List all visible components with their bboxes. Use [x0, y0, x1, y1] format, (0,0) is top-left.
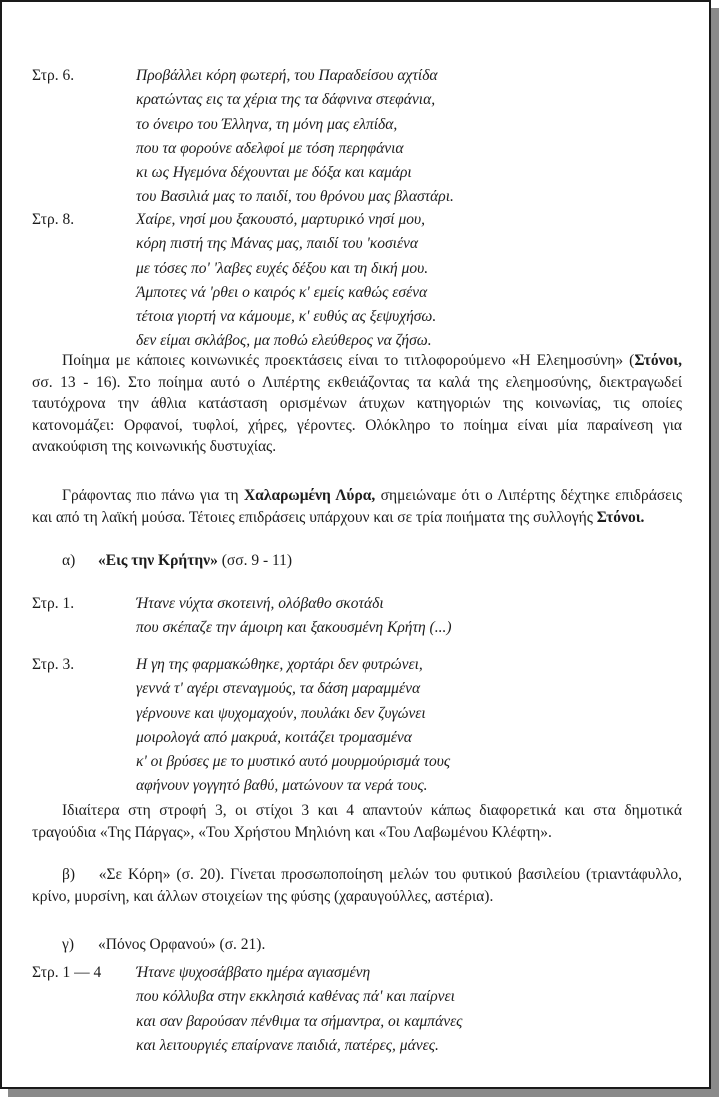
verse-line: του Βασιλιά μας το παιδί, του θρόνου μας βλαστάρι.: [136, 188, 454, 206]
bold-title: Στόνοι.: [596, 508, 645, 526]
verse-line: και λειτουργιές επαίρνανε παιδιά, πατέρες, μάνες.: [136, 1036, 439, 1054]
paragraph-kori: [32, 864, 682, 907]
bold-title: Στόνοι,: [634, 352, 682, 369]
paragraph-elemosyni: [32, 350, 682, 458]
item-marker: β): [62, 866, 76, 883]
text-run: «Σε Κόρη» (σ. 20). Γίνεται προσωποποίηση μελών του φυτικού βασιλείου (τριαντάφυλλο, κρίνο, μυρσίνη, και άλλων στοιχείων της φύσης (χαραυγούλλες, αστέρια).: [32, 866, 682, 905]
text-run: σημειώναμε ότι ο Λιπέρτης δέχτηκε επιδράσεις και από τη λαϊκή μούσα. Τέτοιες επιδράσεις υπάρχουν και σε τρία ποιήματα της συλλογής: [32, 487, 682, 526]
stanza-label: Στρ. 6.: [32, 67, 75, 84]
text-run: σσ. 13 - 16). Στο ποίημα αυτό ο Λιπέρτης εκθειάζοντας τα καλά της ελεημοσύνης, διεκτραγωδεί ταυτόχρονα την άθλια κατάσταση ορισμένων άτυχων κατηγοριών της κοινωνίας, τις οποίες κατονομάζει: Ορφανοί, τυφλοί, χήρες, γέροντες. Ολόκληρο το ποίημα είναι μία παραίνεση για ανακούφιση της κοινωνικής δυστυχίας.: [32, 373, 682, 456]
verse-line: τέτοια γιορτή να κάμουμε, κ' ευθύς ας ξεψυχήσω.: [136, 308, 437, 326]
verse-line: Ήτανε ψυχοσάββατο ημέρα αγιασμένη: [136, 964, 371, 981]
item-ref: (σ. 21).: [215, 936, 266, 953]
item-marker: α): [62, 552, 76, 569]
verse-line: αφήνουν γογγητό βαθύ, ματώνουν τα νερά τους.: [136, 777, 428, 795]
verse-line: που σκέπαζε την άμοιρη και ξακουσμένη Κρήτη (...): [136, 619, 452, 637]
verse-line: μοιρολογά από μακρυά, κοιτάζει τρομασμένα: [136, 728, 412, 746]
verse-line: Προβάλλει κόρη φωτερή, του Παραδείσου αχτίδα: [136, 67, 438, 84]
verse-line: Χαίρε, νησί μου ξακουστό, μαρτυρικό νησί μου,: [136, 211, 425, 228]
bold-title: Χαλαρωμένη Λύρα,: [243, 487, 376, 504]
verse-line: που τα φορούνε αδελφοί με τόση περηφάνια: [136, 139, 404, 157]
paragraph-lyra: [32, 485, 682, 528]
stanza-label: Στρ. 1 — 4: [32, 964, 102, 981]
verse-line: κ' οι βρύσες με το μυστικό αυτό μουρμούρισμά τους: [136, 753, 451, 771]
item-c: [32, 934, 265, 956]
verse-line: γέρνουνε και ψυχομαχούν, πουλάκι δεν ζυγώνει: [136, 704, 426, 722]
verse-line: με τόσες πο' 'λαβες ευχές δέξου και τη δική μου.: [136, 259, 429, 277]
stanza-label: Στρ. 1.: [32, 595, 75, 612]
verse-line: κι ως Ηγεμόνα δέχουνται με δόξα και καμάρι: [136, 164, 412, 182]
stanza-label: Στρ. 3.: [32, 656, 75, 673]
item-title: «Εις την Κρήτην»: [98, 552, 218, 569]
paragraph-stanza3: Ιδιαίτερα στη στροφή 3, οι στίχοι 3 και 4 απαντούν κάπως διαφορετικά και στα δημοτικά τραγούδια «Της Πάργας», «Του Χρήστου Μηλιόνη και «Του Λαβωμένου Κλέφτη».: [32, 802, 682, 841]
text-run: Γράφοντας πιο πάνω για τη: [62, 487, 244, 504]
item-title: «Πόνος Ορφανού»: [98, 936, 216, 953]
verse-line: Άμποτες νά 'ρθει ο καιρός κ' εμείς καθώς εσένα: [136, 283, 428, 301]
verse-line: Ήτανε νύχτα σκοτεινή, ολόβαθο σκοτάδι: [136, 595, 384, 612]
verse-line: γεννά τ' αγέρι στεναγμούς, τα δάση μαραμμένα: [136, 680, 421, 698]
verse-line: δεν είμαι σκλάβος, μα ποθώ ελεύθερος να ζήσω.: [136, 332, 432, 350]
verse-line: το όνειρο του Έλληνα, τη μόνη μας ελπίδα,: [136, 115, 398, 133]
stanza-label: Στρ. 8.: [32, 211, 75, 228]
item-ref: (σσ. 9 - 11): [217, 552, 293, 569]
item-a: [32, 550, 292, 572]
verse-line: και σαν βαρούσαν πένθιμα τα σήμαντρα, οι καμπάνες: [136, 1012, 463, 1030]
verse-line: που κόλλυβα στην εκκλησιά καθένας πά' και παίρνει: [136, 988, 455, 1006]
verse-line: Η γη της φαρμακώθηκε, χορτάρι δεν φυτρώνει,: [136, 656, 423, 673]
item-marker: γ): [62, 936, 75, 953]
verse-line: κρατώντας εις τα χέρια της τα δάφνινα στεφάνια,: [136, 91, 436, 109]
text-run: Ποίημα με κάποιες κοινωνικές προεκτάσεις είναι το τιτλοφορούμενο «Η Ελεημοσύνη» (: [62, 352, 635, 369]
verse-line: κόρη πιστή της Μάνας μας, παιδί του 'κοσιένα: [136, 235, 419, 253]
